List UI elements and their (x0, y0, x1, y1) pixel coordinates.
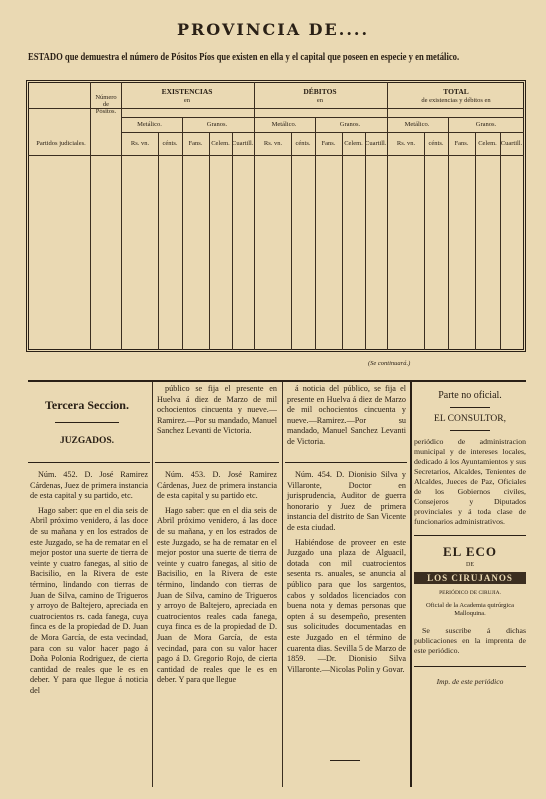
eco-de: DE (466, 562, 474, 568)
table-rule (90, 82, 91, 350)
tot-fans-header: Fans. (454, 140, 469, 147)
notice-453-lead: D. José Ramirez Cárdenas, Juez de primera instancia de esta capital y su partido etc. (157, 470, 278, 501)
table-rule (365, 133, 366, 350)
table-rule (500, 133, 501, 350)
divider (450, 430, 490, 431)
consultor-description: periódico de administracion municipal y de intereses locales, dedicado á los Ayuntamientos y sus Secretarios, Alcaldes, Tenientes de Alcaldes, Jueces de Paz, Oficiales de los Gobiernos civiles, Consejeros y Diputados provinciales y á toda clase de funcionarios administrativos. (414, 437, 526, 526)
divider (285, 462, 407, 463)
col-partidos-header: Partidos judiciales. (36, 140, 86, 147)
notice-454-body: Habiéndose de proveer en este Juzgado una plaza de Alguacil, dotada con mil cuatrocientos sesenta rs. anuales, se anuncia al público para que los sargentos, cabos y soldados licenciados con buena nota y demas personas que opten á su desempeño, presenten sus solicitudes documentadas en este Juzgado en el término de cuarenta dias. Sevilla 5 de Marzo de 1859. —Dr. Dionisio Silva Villaronte.—Nicolas Polin y Govar. (287, 537, 406, 674)
table-rule (209, 133, 210, 350)
notice-454-lead: D. Dionisio Silva y Villaronte, Doctor en jurisprudencia, Auditor de guerra honorario y Juez de primera instancia del distrito de San Vicente de esta ciudad. (287, 470, 407, 532)
notice-453-num: Núm. 453. (165, 470, 206, 479)
total-metalico: Metálico. (404, 121, 430, 128)
column-rule (282, 382, 283, 787)
table-rule (342, 133, 343, 350)
total-granos: Granos. (475, 121, 497, 128)
deb-cuart-header: Cuartill. (365, 140, 386, 147)
ex-celem-header: Celem. (211, 140, 230, 147)
table-rule (315, 117, 316, 350)
table-rule (448, 117, 449, 350)
periodico-label: PERIÓDICO DE CIRUJIA. (439, 590, 501, 596)
table-rule (158, 133, 159, 350)
deb-cents-header: cénts. (295, 140, 311, 147)
divider (28, 462, 150, 463)
table-rule (121, 82, 122, 350)
consultor-title: EL CONSULTOR, (434, 414, 506, 424)
table-rule (475, 133, 476, 350)
tot-cents-header: cénts. (428, 140, 444, 147)
ex-fans-header: Fans. (188, 140, 203, 147)
page-title: PROVINCIA DE.... (176, 20, 370, 39)
notice-454-num: Núm. 454. (295, 470, 332, 479)
divider (330, 760, 360, 761)
deb-fans-header: Fans. (321, 140, 336, 147)
group-debitos-title: DÉBITOS (303, 87, 337, 96)
notice-453-body: Hago saber: que en el dia seis de Abril próximo venidero, á las doce de su mañana, y en los estrados de este Juzgado, se ha de rematar en el mejor postor una suerte de tierra de veinte y cuatro fanegas, al sitio de Bacisilio, en la Rivera de este término, lindando con tierras de Juan de Silva, camino de Trigueros y arroyo de Baltejero, apreciada en cuatrocientos reales cada fanega, cuya finca es de la propiedad de D. Juan de Mora García, de esta vecindad, para con su valor hacer pago á D. Gregorio Rojo, de cierta cantidad de reales que le es en deber. Y para que llegue (157, 505, 277, 685)
ex-rs-header: Rs. vn. (130, 140, 150, 147)
existencias-metalico: Metálico. (137, 121, 162, 128)
table-rule (28, 108, 524, 109)
tot-rs-header: Rs. vn. (396, 140, 416, 147)
debitos-granos: Granos. (339, 121, 361, 128)
group-total-sub: de existencias y débitos en (421, 97, 491, 104)
deb-celem-header: Celem. (344, 140, 363, 147)
tot-cuart-header: Cuartill. (500, 140, 523, 147)
table-rule (232, 133, 233, 350)
imprint-label: Imp. de este periódico (436, 677, 504, 686)
group-total-title: TOTAL (443, 87, 469, 96)
section-heading: Tercera Seccion. (45, 398, 129, 412)
notice-453 (157, 470, 277, 686)
table-caption: ESTADO que demuestra el número de Pósitos Píos que existen en ella y el capital que poseen en especie y en metálico. (28, 52, 460, 63)
existencias-granos: Granos. (206, 121, 228, 128)
subsection-heading: JUZGADOS. (59, 436, 115, 446)
divider (450, 407, 490, 408)
notice-452-end-text: público se fija el presente en Huelva á diez de Marzo de mil ochocientos cincuenta y nueve.—Ramirez.—Por su mandado, Manuel Sanchez Levanti de Victoria. (157, 384, 277, 436)
column-rule (410, 382, 412, 787)
eco-title: EL ECO (442, 544, 498, 559)
suscribe-note: Se suscribe á dichas publicaciones en la imprenta de este periódico. (414, 626, 526, 655)
cirujanos-banner: LOS CIRUJANOS (414, 572, 526, 584)
deb-rs-header: Rs. vn. (263, 140, 283, 147)
table-rule (424, 133, 425, 350)
divider (55, 422, 119, 423)
group-existencias-title: EXISTENCIAS (161, 87, 213, 96)
notice-453-end (287, 384, 406, 448)
table-rule (254, 82, 255, 350)
notice-452-lead: D. José Ramirez Cárdenas, Juez de primera instancia de esta capital y su partido, etc. (30, 470, 149, 501)
debitos-metalico: Metálico. (271, 121, 297, 128)
divider (414, 535, 526, 536)
col-numero-header: Número de Pósitos. (95, 94, 117, 116)
notice-452 (30, 470, 148, 696)
table-rule (182, 117, 183, 350)
column-rule (152, 382, 153, 787)
table-rule (387, 82, 388, 350)
group-existencias-sub: en (183, 97, 191, 104)
tot-celem-header: Celem. (478, 140, 497, 147)
divider (155, 462, 279, 463)
table-rule (291, 133, 292, 350)
ex-cents-header: cénts. (162, 140, 178, 147)
notice-453-end-text: á noticia del público, se fija el presente en Huelva á diez de Marzo de mil ochocientos cincuenta y nueve.—Ramirez.—Por su mandado, Manuel Sanchez Levanti de Victoria. (287, 384, 406, 446)
section-rule (28, 380, 526, 382)
notice-452-end (157, 384, 277, 437)
table-rule (28, 155, 524, 156)
ex-cuart-header: Cuartill. (232, 140, 253, 147)
notice-452-num: Núm. 452. (38, 470, 78, 479)
academia-label: Oficial de la Academia quirúrgica Malloquina. (426, 602, 514, 617)
notice-454 (287, 470, 406, 675)
notice-452-body: Hago saber: que en el dia seis de Abril próximo venidero, á las doce de su mañana y en los estrados de este Juzgado, se ha de rematar en el mejor postor una suerte de tierra de veinte y cuatro fanegas, al sitio de Bacisilio, en la Rivera de este término, lindando con tierras de Juan de Silva, camino de Trigueros y arroyo de Baltejero, apreciada en cuatrocientos rs. cada fanega, cuya finca es de la propiedad de D. Juan de Mora García, de esta vecindad, para con su valor hacer pago á Doña Polonia Rodriguez, de cierta cantidad de reales que le es en deber. Y para que llegue á noticia del (30, 505, 148, 695)
divider (414, 666, 526, 667)
group-debitos-sub: en (316, 97, 324, 104)
unofficial-heading: Parte no oficial. (438, 390, 502, 401)
continuation-note: (Se continuará.) (368, 360, 411, 367)
